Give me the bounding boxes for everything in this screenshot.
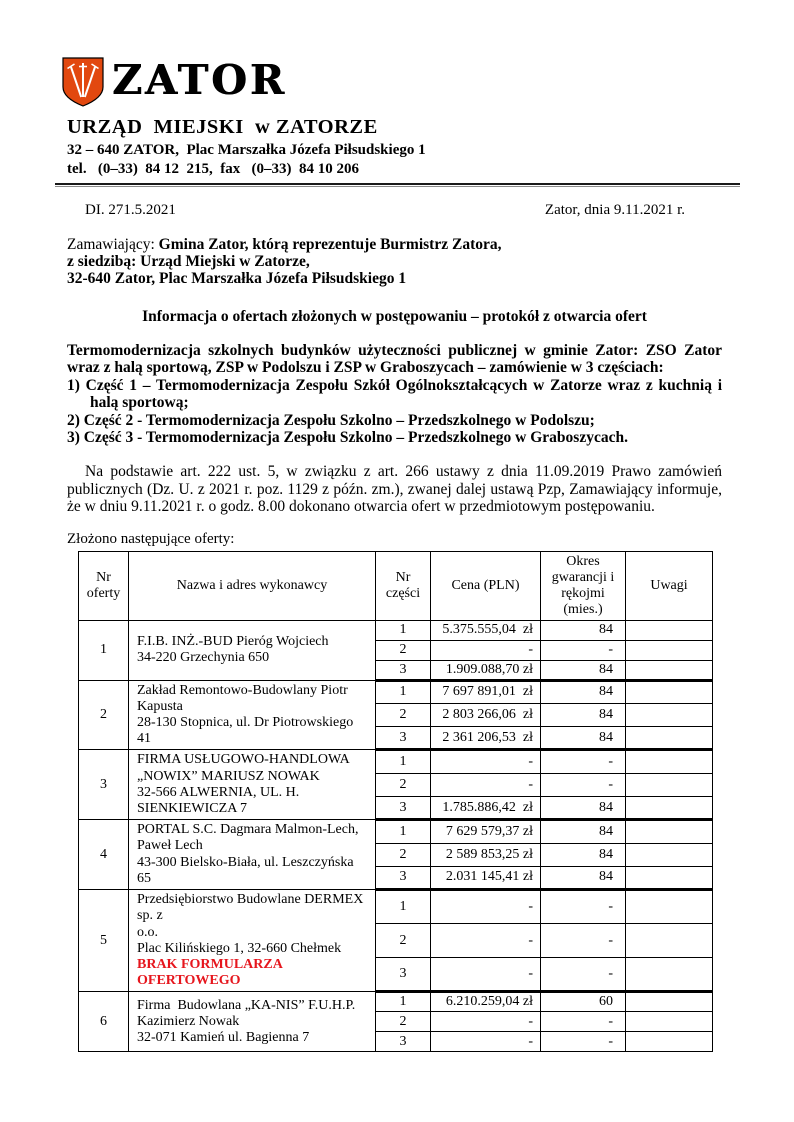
offer-3-part-1-row <box>79 750 713 773</box>
header-row <box>79 551 713 620</box>
warranty-cell: - <box>541 750 626 773</box>
part-number-cell: 2 <box>376 843 431 866</box>
offer-number-cell: 4 <box>79 820 129 890</box>
remarks-cell <box>626 727 713 750</box>
buyer-name: Gmina Zator, którą reprezentuje Burmistrz Zatora, <box>158 236 502 253</box>
contractor-line: 34-220 Grzechynia 650 <box>137 650 270 666</box>
letterhead <box>62 57 722 107</box>
contractor-line: FIRMA USŁUGOWO-HANDLOWA <box>137 752 350 768</box>
contractor-line: Firma Budowlana „KA-NIS” F.U.H.P. <box>137 997 356 1013</box>
remarks-cell <box>626 992 713 1012</box>
contractor-cell <box>129 620 376 680</box>
part-number-cell: 1 <box>376 992 431 1012</box>
offer-4-part-1-row <box>79 820 713 843</box>
office-address: 32 – 640 ZATOR, Plac Marszałka Józefa Piłsudskiego 1 <box>67 142 426 158</box>
part-number-cell: 2 <box>376 924 431 958</box>
offer-number-cell: 6 <box>79 992 129 1052</box>
warranty-cell: 84 <box>541 703 626 726</box>
price-cell: 5.375.555,04 zł <box>431 620 541 640</box>
warranty-cell: - <box>541 958 626 992</box>
part-number-cell: 2 <box>376 640 431 660</box>
price-cell: - <box>431 640 541 660</box>
offer-number-cell: 1 <box>79 620 129 680</box>
remarks-cell <box>626 773 713 796</box>
warranty-cell: 84 <box>541 660 626 680</box>
contractor-line: 28-130 Stopnica, ul. Dr Piotrowskiego 41 <box>137 715 357 747</box>
missing-form-alert: BRAK FORMULARZA OFERTOWEGO <box>137 956 286 989</box>
price-cell: 2.031 145,41 zł <box>431 866 541 889</box>
offer-5-part-1-row <box>79 890 713 924</box>
coat-of-arms-icon <box>62 57 104 107</box>
warranty-cell: - <box>541 1012 626 1032</box>
part-number-cell: 3 <box>376 727 431 750</box>
part-number-cell: 2 <box>376 703 431 726</box>
remarks-cell <box>626 1032 713 1052</box>
col-header-offer-no: Nr oferty <box>79 551 129 620</box>
remarks-cell <box>626 866 713 889</box>
warranty-cell: 84 <box>541 820 626 843</box>
office-phone: tel. (0–33) 84 12 215, fax (0–33) 84 10 206 <box>67 161 360 177</box>
contractor-line: Paweł Lech <box>137 838 203 854</box>
warranty-cell: - <box>541 890 626 924</box>
contractor-line: Przedsiębiorstwo Budowlane DERMEX sp. z <box>137 892 367 924</box>
warranty-cell: 84 <box>541 843 626 866</box>
price-cell: - <box>431 1032 541 1052</box>
contractor-cell <box>129 680 376 750</box>
remarks-cell <box>626 924 713 958</box>
buyer-label: Zamawiający: <box>67 236 159 253</box>
contractor-line: 32-566 ALWERNIA, UL. H. <box>137 784 300 800</box>
remarks-cell <box>626 958 713 992</box>
price-cell: - <box>431 924 541 958</box>
price-cell: - <box>431 750 541 773</box>
remarks-cell <box>626 620 713 640</box>
col-header-contractor: Nazwa i adres wykonawcy <box>129 551 376 620</box>
contractor-cell <box>129 820 376 890</box>
remarks-cell <box>626 820 713 843</box>
buyer-line-1 <box>67 236 722 253</box>
part-number-cell: 1 <box>376 820 431 843</box>
contractor-line: 32-071 Kamień ul. Bagienna 7 <box>137 1029 310 1045</box>
part-number-cell: 2 <box>376 1012 431 1032</box>
document-title: Informacja o ofertach złożonych w postępowaniu – protokół z otwarcia ofert <box>142 308 647 325</box>
buyer-block <box>67 236 722 287</box>
subject-block <box>67 342 722 446</box>
offers-intro: Złożono następujące oferty: <box>67 530 235 547</box>
warranty-cell: 84 <box>541 620 626 640</box>
part-number-cell: 3 <box>376 866 431 889</box>
warranty-cell: 84 <box>541 680 626 703</box>
contractor-line: Kapusta <box>137 698 183 714</box>
contractor-line: F.I.B. INŻ.-BUD Pieróg Wojciech <box>137 633 329 649</box>
part-number-cell: 3 <box>376 797 431 820</box>
price-cell: 2 803 266,06 zł <box>431 703 541 726</box>
offer-6-part-1-row <box>79 992 713 1012</box>
price-cell: - <box>431 1012 541 1032</box>
price-cell: 2 589 853,25 zł <box>431 843 541 866</box>
price-cell: 7 697 891,01 zł <box>431 680 541 703</box>
price-cell: - <box>431 958 541 992</box>
subject-intro: Termomodernizacja szkolnych budynków użyteczności publicznej w gminie Zator: ZSO Zator wraz z halą sportową, ZSP w Podolszu i ZSP w Graboszycach – zamówienie w 3 częściach: <box>67 342 722 377</box>
offer-1-part-1-row <box>79 620 713 640</box>
contractor-line: 43-300 Bielsko-Biała, ul. Leszczyńska 65 <box>137 854 358 886</box>
offer-number-cell: 5 <box>79 890 129 992</box>
warranty-cell: - <box>541 773 626 796</box>
part-number-cell: 2 <box>376 773 431 796</box>
warranty-cell: 60 <box>541 992 626 1012</box>
part-number-cell: 1 <box>376 890 431 924</box>
contractor-line: Plac Kilińskiego 1, 32-660 Chełmek <box>137 940 342 956</box>
subject-item-2: 2) Część 2 - Termomodernizacja Zespołu Szkolno – Przedszkolnego w Podolszu; <box>67 411 595 429</box>
warranty-cell: 84 <box>541 797 626 820</box>
price-cell: 6.210.259,04 zł <box>431 992 541 1012</box>
office-name: URZĄD MIEJSKI w ZATORZE <box>67 116 378 138</box>
part-number-cell: 1 <box>376 750 431 773</box>
warranty-cell: 84 <box>541 727 626 750</box>
offer-number-cell: 3 <box>79 750 129 820</box>
part-number-cell: 3 <box>376 958 431 992</box>
warranty-cell: 84 <box>541 866 626 889</box>
case-number: DI. 271.5.2021 <box>85 202 176 218</box>
buyer-line-3: 32-640 Zator, Plac Marszałka Józefa Piłsudskiego 1 <box>67 270 407 287</box>
col-header-price: Cena (PLN) <box>431 551 541 620</box>
col-header-remarks: Uwagi <box>626 551 713 620</box>
header-rule <box>55 183 740 187</box>
price-cell: 2 361 206,53 zł <box>431 727 541 750</box>
offer-number-cell: 2 <box>79 680 129 750</box>
buyer-line-2: z siedzibą: Urząd Miejski w Zatorze, <box>67 253 310 270</box>
contractor-cell <box>129 890 376 992</box>
remarks-cell <box>626 640 713 660</box>
part-number-cell: 1 <box>376 680 431 703</box>
remarks-cell <box>626 890 713 924</box>
remarks-cell <box>626 843 713 866</box>
part-number-cell: 3 <box>376 1032 431 1052</box>
remarks-cell <box>626 660 713 680</box>
contractor-line: Zakład Remontowo-Budowlany Piotr <box>137 682 348 698</box>
col-header-warranty: Okres gwarancji i rękojmi (mies.) <box>541 551 626 620</box>
zator-wordmark: ZATOR <box>112 56 287 104</box>
price-cell: 7 629 579,37 zł <box>431 820 541 843</box>
reference-row <box>67 202 722 219</box>
col-header-part-no: Nr części <box>376 551 431 620</box>
contractor-line: „NOWIX” MARIUSZ NOWAK <box>137 768 320 784</box>
warranty-cell: - <box>541 1032 626 1052</box>
offers-table-body <box>79 620 713 1052</box>
contractor-line: PORTAL S.C. Dagmara Malmon-Lech, <box>137 822 359 838</box>
remarks-cell <box>626 703 713 726</box>
price-cell: - <box>431 773 541 796</box>
warranty-cell: - <box>541 640 626 660</box>
contractor-cell <box>129 750 376 820</box>
contractor-line: Kazimierz Nowak <box>137 1013 240 1029</box>
offers-table-header <box>79 551 713 620</box>
price-cell: 1.785.886,42 zł <box>431 797 541 820</box>
remarks-cell <box>626 1012 713 1032</box>
place-and-date: Zator, dnia 9.11.2021 r. <box>544 202 685 218</box>
part-number-cell: 1 <box>376 620 431 640</box>
contractor-cell <box>129 992 376 1052</box>
remarks-cell <box>626 680 713 703</box>
offer-2-part-1-row <box>79 680 713 703</box>
price-cell: 1.909.088,70 zł <box>431 660 541 680</box>
part-number-cell: 3 <box>376 660 431 680</box>
offers-table <box>78 551 713 1053</box>
warranty-cell: - <box>541 924 626 958</box>
contractor-line: o.o. <box>137 924 158 940</box>
price-cell: - <box>431 890 541 924</box>
contractor-line: SIENKIEWICZA 7 <box>137 801 248 817</box>
remarks-cell <box>626 750 713 773</box>
subject-item-1: 1) Część 1 – Termomodernizacja Zespołu Szkół Ogólnokształcących w Zatorze wraz z kuchnią i halą sportową; <box>67 376 722 412</box>
legal-paragraph: Na podstawie art. 222 ust. 5, w związku z art. 266 ustawy z dnia 11.09.2019 Prawo zamówień publicznych (Dz. U. z 2021 r. poz. 1129 z późn. zm.), zwanej dalej ustawą Pzp, Zamawiający informuje, że w dniu 9.11.2021 r. o godz. 8.00 dokonano otwarcia ofert w przedmiotowym postępowaniu. <box>67 463 722 516</box>
subject-item-3: 3) Część 3 - Termomodernizacja Zespołu Szkolno – Przedszkolnego w Graboszycach. <box>67 429 628 447</box>
remarks-cell <box>626 797 713 820</box>
